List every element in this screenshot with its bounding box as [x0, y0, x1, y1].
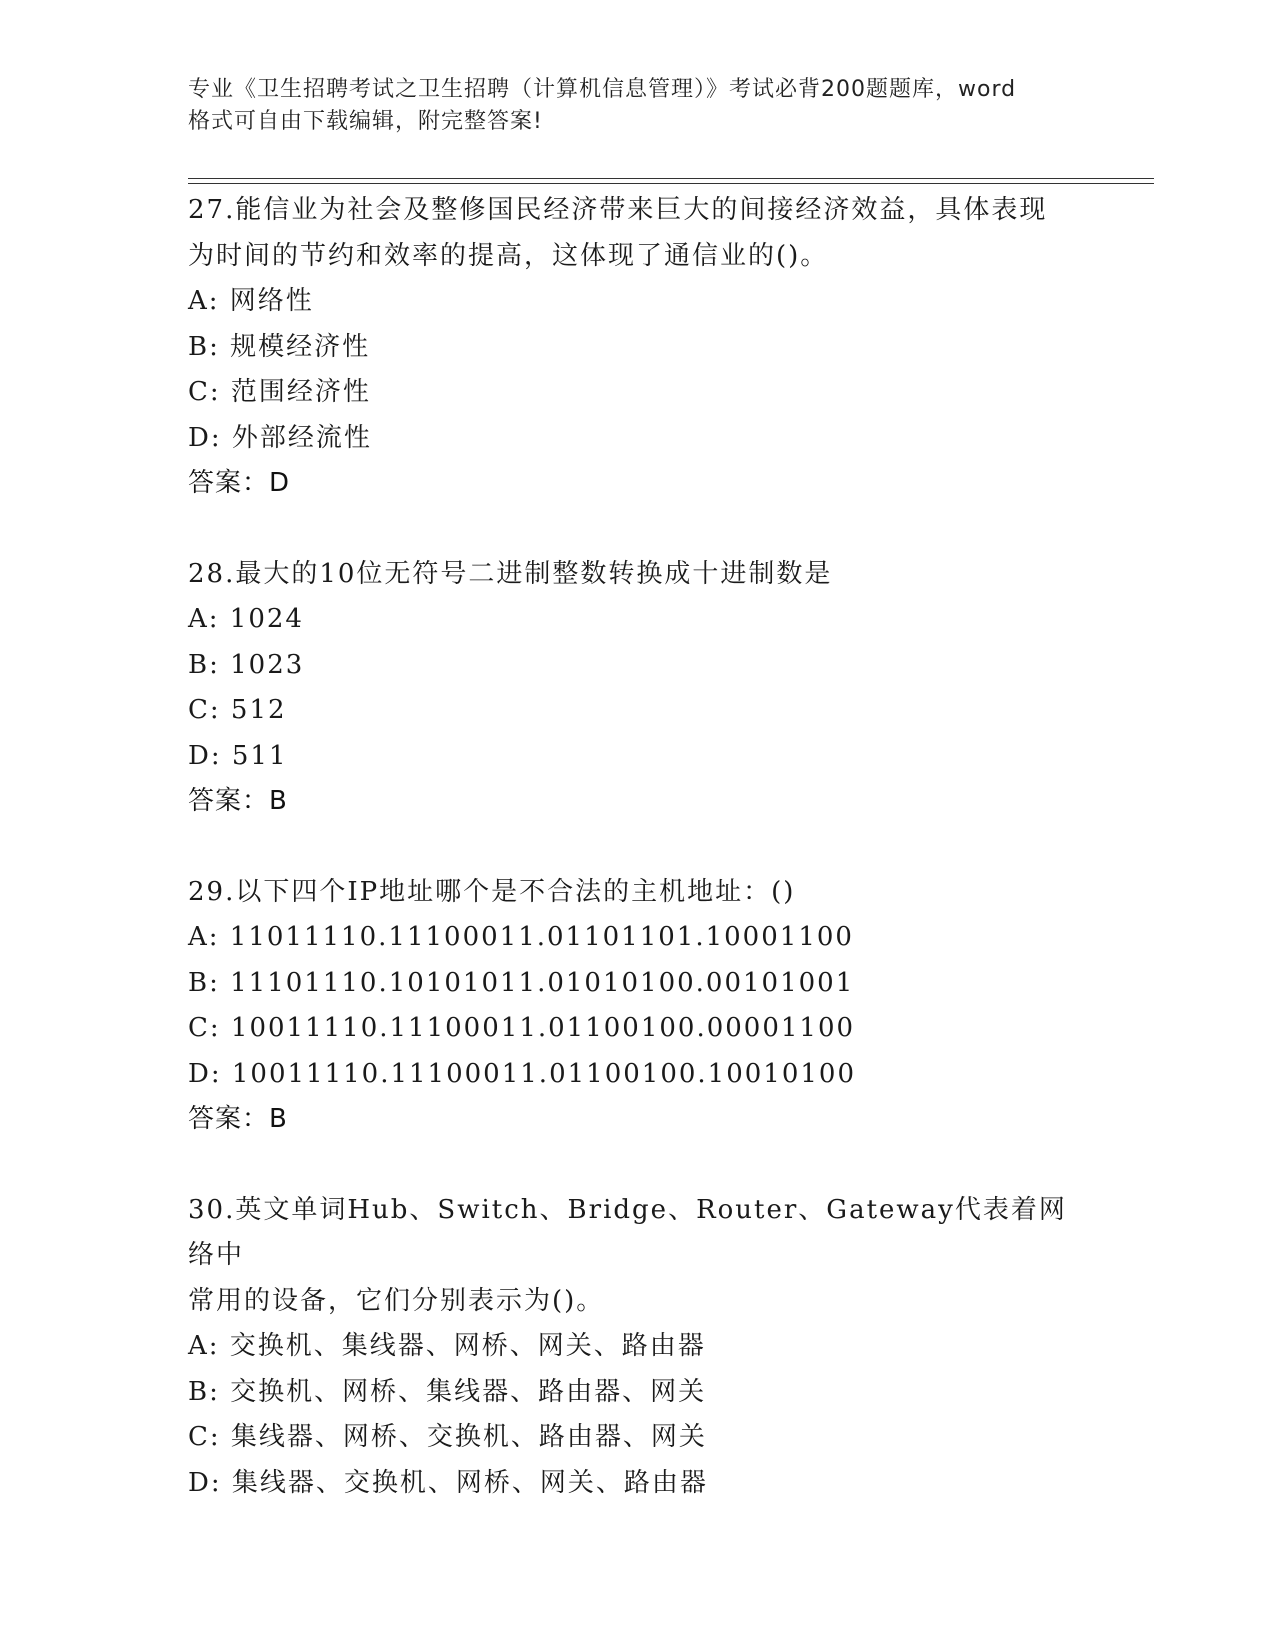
- option-a: A: 1024: [188, 604, 304, 634]
- option-d: D: 外部经流性: [188, 422, 372, 453]
- question-28: [188, 552, 1088, 825]
- option-c: C: 512: [188, 695, 287, 725]
- option-b: B: 1023: [188, 649, 305, 680]
- option-c: C: 集线器、网桥、交换机、路由器、网关: [188, 1422, 707, 1452]
- question-stem-line: 常用的设备，它们分别表示为()。: [188, 1285, 605, 1316]
- header-divider-bottom: [188, 183, 1154, 184]
- option-a: A: 网络性: [188, 286, 314, 316]
- option-b: B: 规模经济性: [188, 331, 371, 362]
- question-27: [188, 188, 1088, 507]
- question-stem-line: 27.能信业为社会及整修国民经济带来巨大的间接经济效益，具体表现: [188, 195, 1048, 225]
- option-b: B: 交换机、网桥、集线器、路由器、网关: [188, 1376, 707, 1407]
- question-stem-line: 29.以下四个IP地址哪个是不合法的主机地址：(): [188, 876, 796, 907]
- option-b: B: 11101110.10101011.01010100.00101001: [188, 967, 855, 998]
- question-30: [188, 1188, 1088, 1507]
- question-gap: [188, 825, 1088, 870]
- question-stem-line: 28.最大的10位无符号二进制整数转换成十进制数是: [188, 558, 833, 589]
- option-c: C: 范围经济性: [188, 377, 371, 407]
- question-stem-line: 为时间的节约和效率的提高，这体现了通信业的()。: [188, 240, 829, 271]
- document-header: [188, 74, 1088, 138]
- answer: 答案：B: [188, 786, 288, 816]
- answer: 答案：B: [188, 1104, 288, 1134]
- question-29: [188, 870, 1088, 1143]
- question-list: [188, 188, 1088, 1506]
- option-a: A: 11011110.11100011.01101101.10001100: [188, 922, 854, 952]
- option-c: C: 10011110.11100011.01100100.00001100: [188, 1013, 856, 1043]
- option-a: A: 交换机、集线器、网桥、网关、路由器: [188, 1331, 706, 1361]
- option-d: D: 511: [188, 740, 288, 771]
- header-line-2: 格式可自由下载编辑，附完整答案!: [188, 109, 543, 134]
- question-gap: [188, 1143, 1088, 1188]
- question-stem-line: 30.英文单词Hub、Switch、Bridge、Router、Gateway代表着网络中: [188, 1194, 1067, 1270]
- answer: 答案：D: [188, 468, 291, 498]
- option-d: D: 集线器、交换机、网桥、网关、路由器: [188, 1467, 708, 1498]
- header-line-1: 专业《卫生招聘考试之卫生招聘（计算机信息管理）》考试必背200题题库，word: [188, 77, 1017, 102]
- option-d: D: 10011110.11100011.01100100.10010100: [188, 1058, 857, 1089]
- header-divider-top: [188, 178, 1154, 179]
- question-gap: [188, 507, 1088, 552]
